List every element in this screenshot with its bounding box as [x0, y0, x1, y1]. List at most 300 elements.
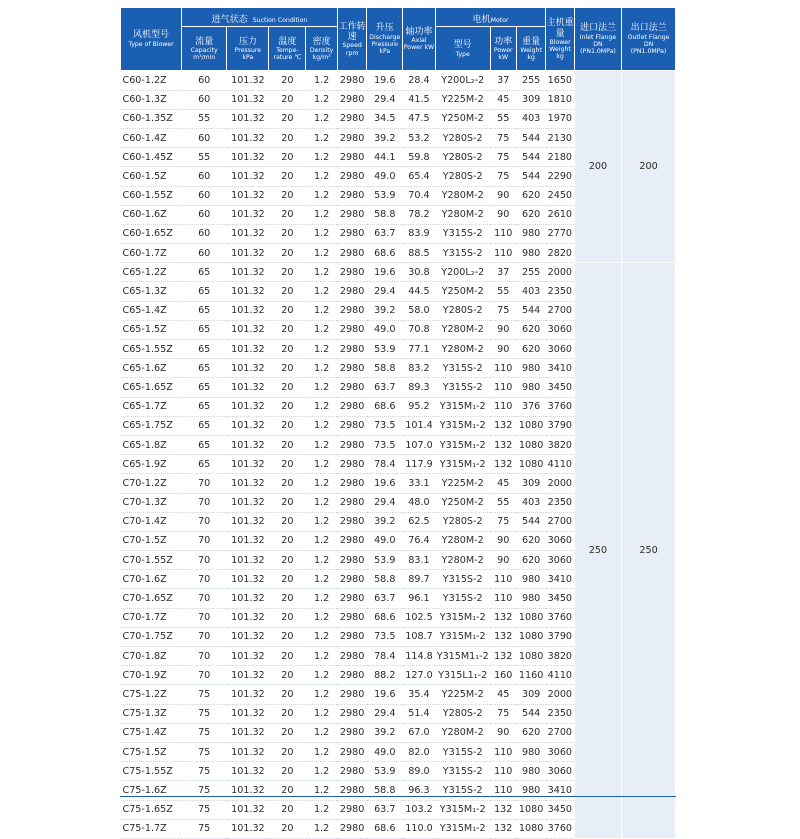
cell-speed: 2980 [337, 186, 366, 205]
cell-shaft-power: 101.4 [403, 416, 436, 435]
cell-discharge: 68.6 [367, 608, 403, 627]
cell-speed: 2980 [337, 647, 366, 666]
cell-flow: 65 [182, 435, 227, 454]
header-suction-cn: 进气状态 [211, 15, 248, 25]
cell-model: C60-1.2Z [121, 71, 182, 90]
cell-motor-type: Y315M₁-2 [435, 416, 490, 435]
cell-model: C60-1.55Z [121, 186, 182, 205]
cell-model: C75-1.4Z [121, 723, 182, 742]
cell-motor-type: Y280M-2 [435, 340, 490, 359]
cell-main-weight: 2350 [546, 493, 574, 512]
cell-motor-power: 90 [490, 551, 516, 570]
cell-motor-type: Y280S-2 [435, 704, 490, 723]
cell-motor-power: 75 [490, 148, 516, 167]
cell-speed: 2980 [337, 128, 366, 147]
cell-temperature: 20 [269, 416, 306, 435]
cell-motor-type: Y315M₁-2 [435, 435, 490, 454]
cell-motor-weight: 255 [516, 263, 546, 282]
cell-speed: 2980 [337, 397, 366, 416]
cell-flow: 65 [182, 263, 227, 282]
cell-temperature: 20 [269, 570, 306, 589]
cell-discharge: 68.6 [367, 244, 403, 263]
cell-speed: 2980 [337, 800, 366, 819]
cell-main-weight: 2700 [546, 301, 574, 320]
header-flow-en2: m³/min [193, 54, 216, 62]
cell-motor-type: Y315M₁-2 [435, 819, 490, 838]
cell-motor-power: 55 [490, 282, 516, 301]
header-shaft-power-en2: Power kW [403, 44, 435, 52]
header-speed-en: Speed rpm [342, 42, 362, 57]
cell-main-weight: 2000 [546, 474, 574, 493]
cell-motor-type: Y315S-2 [435, 224, 490, 243]
cell-flow: 65 [182, 340, 227, 359]
cell-motor-power: 110 [490, 781, 516, 800]
cell-temperature: 20 [269, 90, 306, 109]
cell-motor-weight: 1080 [516, 819, 546, 838]
cell-model: C75-1.3Z [121, 704, 182, 723]
cell-density: 1.2 [306, 340, 338, 359]
header-motor-weight [516, 27, 546, 71]
cell-speed: 2980 [337, 71, 366, 90]
cell-motor-weight: 1080 [516, 800, 546, 819]
cell-pressure: 101.32 [227, 186, 269, 205]
cell-flow: 70 [182, 493, 227, 512]
cell-motor-power: 90 [490, 723, 516, 742]
cell-motor-type: Y250M-2 [435, 109, 490, 128]
cell-speed: 2980 [337, 781, 366, 800]
cell-temperature: 20 [269, 435, 306, 454]
cell-pressure: 101.32 [227, 704, 269, 723]
cell-main-weight: 2290 [546, 167, 574, 186]
cell-model: C70-1.6Z [121, 570, 182, 589]
cell-main-weight: 2000 [546, 685, 574, 704]
blower-spec-table [120, 7, 676, 839]
cell-temperature: 20 [269, 282, 306, 301]
cell-pressure: 101.32 [227, 800, 269, 819]
cell-density: 1.2 [306, 435, 338, 454]
cell-pressure: 101.32 [227, 455, 269, 474]
table-body [121, 71, 676, 839]
cell-motor-power: 110 [490, 378, 516, 397]
cell-model: C60-1.3Z [121, 90, 182, 109]
cell-density: 1.2 [306, 397, 338, 416]
cell-speed: 2980 [337, 263, 366, 282]
header-density-en1: Density [309, 46, 334, 54]
cell-shaft-power: 30.8 [403, 263, 436, 282]
cell-pressure: 101.32 [227, 685, 269, 704]
cell-main-weight: 3060 [546, 762, 574, 781]
cell-speed: 2980 [337, 301, 366, 320]
cell-density: 1.2 [306, 90, 338, 109]
cell-motor-power: 75 [490, 301, 516, 320]
cell-pressure: 101.32 [227, 282, 269, 301]
cell-model: C60-1.7Z [121, 244, 182, 263]
cell-model: C70-1.8Z [121, 647, 182, 666]
cell-motor-power: 75 [490, 167, 516, 186]
cell-motor-power: 110 [490, 359, 516, 378]
cell-motor-power: 132 [490, 435, 516, 454]
cell-shaft-power: 83.2 [403, 359, 436, 378]
cell-motor-type: Y280M-2 [435, 551, 490, 570]
cell-discharge: 58.8 [367, 359, 403, 378]
cell-shaft-power: 70.8 [403, 320, 436, 339]
cell-speed: 2980 [337, 244, 366, 263]
table-row [121, 71, 676, 90]
cell-motor-type: Y250M-2 [435, 493, 490, 512]
cell-main-weight: 2350 [546, 704, 574, 723]
cell-temperature: 20 [269, 800, 306, 819]
header-motor-power-en2: kW [498, 54, 509, 62]
cell-pressure: 101.32 [227, 416, 269, 435]
cell-speed: 2980 [337, 704, 366, 723]
cell-discharge: 49.0 [367, 531, 403, 550]
cell-shaft-power: 117.9 [403, 455, 436, 474]
cell-flow: 75 [182, 685, 227, 704]
cell-main-weight: 2000 [546, 263, 574, 282]
cell-pressure: 101.32 [227, 512, 269, 531]
cell-shaft-power: 48.0 [403, 493, 436, 512]
cell-discharge: 78.4 [367, 455, 403, 474]
cell-motor-power: 37 [490, 71, 516, 90]
cell-shaft-power: 88.5 [403, 244, 436, 263]
cell-main-weight: 3820 [546, 647, 574, 666]
header-main-weight-cn: 主机重量 [546, 18, 574, 39]
header-speed [337, 8, 366, 71]
cell-temperature: 20 [269, 512, 306, 531]
cell-motor-weight: 544 [516, 301, 546, 320]
header-pressure-en1: Pressure [234, 46, 262, 54]
cell-main-weight: 3760 [546, 819, 574, 838]
cell-shaft-power: 103.2 [403, 800, 436, 819]
cell-pressure: 101.32 [227, 263, 269, 282]
cell-model: C65-1.6Z [121, 359, 182, 378]
header-motor-weight-en2: kg [527, 54, 535, 62]
cell-motor-power: 90 [490, 340, 516, 359]
cell-pressure: 101.32 [227, 723, 269, 742]
cell-motor-type: Y280S-2 [435, 167, 490, 186]
cell-shaft-power: 47.5 [403, 109, 436, 128]
header-shaft-power-en1: Axial [411, 37, 427, 45]
cell-pressure: 101.32 [227, 666, 269, 685]
cell-motor-type: Y315M₁-2 [435, 627, 490, 646]
header-density [306, 27, 338, 71]
cell-speed: 2980 [337, 167, 366, 186]
cell-pressure: 101.32 [227, 781, 269, 800]
header-temperature [269, 27, 306, 71]
cell-speed: 2980 [337, 742, 366, 761]
cell-density: 1.2 [306, 819, 338, 838]
cell-motor-power: 132 [490, 800, 516, 819]
cell-motor-weight: 403 [516, 493, 546, 512]
cell-temperature: 20 [269, 781, 306, 800]
cell-flow: 60 [182, 71, 227, 90]
cell-pressure: 101.32 [227, 90, 269, 109]
cell-discharge: 63.7 [367, 800, 403, 819]
cell-main-weight: 3060 [546, 742, 574, 761]
header-outlet-en2: DN [643, 40, 654, 48]
cell-density: 1.2 [306, 167, 338, 186]
cell-discharge: 63.7 [367, 224, 403, 243]
cell-model: C70-1.65Z [121, 589, 182, 608]
cell-shaft-power: 78.2 [403, 205, 436, 224]
cell-speed: 2980 [337, 416, 366, 435]
cell-pressure: 101.32 [227, 589, 269, 608]
cell-model: C70-1.5Z [121, 531, 182, 550]
cell-discharge: 39.2 [367, 723, 403, 742]
cell-discharge: 53.9 [367, 186, 403, 205]
cell-density: 1.2 [306, 263, 338, 282]
table-row [121, 263, 676, 282]
cell-motor-type: Y315M₁-2 [435, 608, 490, 627]
cell-flow: 60 [182, 186, 227, 205]
cell-main-weight: 3060 [546, 551, 574, 570]
cell-pressure: 101.32 [227, 378, 269, 397]
cell-motor-power: 110 [490, 589, 516, 608]
cell-motor-power: 45 [490, 90, 516, 109]
header-outlet-en1: Outlet Flange [627, 33, 670, 41]
cell-main-weight: 3790 [546, 627, 574, 646]
cell-model: C70-1.7Z [121, 608, 182, 627]
cell-speed: 2980 [337, 109, 366, 128]
header-density-en2: kg/m³ [312, 54, 331, 62]
header-suction-en: Suction Condition [252, 17, 308, 24]
cell-density: 1.2 [306, 378, 338, 397]
cell-density: 1.2 [306, 647, 338, 666]
cell-motor-power: 110 [490, 244, 516, 263]
cell-motor-type: Y315S-2 [435, 781, 490, 800]
cell-density: 1.2 [306, 570, 338, 589]
cell-speed: 2980 [337, 90, 366, 109]
header-main-weight-en2: Weight kg [549, 45, 571, 61]
cell-speed: 2980 [337, 378, 366, 397]
cell-motor-type: Y225M-2 [435, 685, 490, 704]
cell-shaft-power: 127.0 [403, 666, 436, 685]
cell-shaft-power: 67.0 [403, 723, 436, 742]
cell-speed: 2980 [337, 666, 366, 685]
cell-discharge: 49.0 [367, 320, 403, 339]
cell-motor-weight: 980 [516, 742, 546, 761]
cell-shaft-power: 51.4 [403, 704, 436, 723]
cell-temperature: 20 [269, 148, 306, 167]
cell-motor-weight: 620 [516, 723, 546, 742]
cell-pressure: 101.32 [227, 397, 269, 416]
cell-motor-weight: 980 [516, 589, 546, 608]
cell-motor-type: Y315M₁-2 [435, 455, 490, 474]
cell-density: 1.2 [306, 723, 338, 742]
cell-shaft-power: 28.4 [403, 71, 436, 90]
cell-shaft-power: 35.4 [403, 685, 436, 704]
cell-main-weight: 2610 [546, 205, 574, 224]
cell-motor-weight: 544 [516, 167, 546, 186]
cell-model: C65-1.75Z [121, 416, 182, 435]
cell-model: C70-1.9Z [121, 666, 182, 685]
cell-speed: 2980 [337, 205, 366, 224]
cell-density: 1.2 [306, 301, 338, 320]
cell-speed: 2980 [337, 627, 366, 646]
header-model-en: Type of Blower [128, 40, 174, 48]
cell-model: C65-1.8Z [121, 435, 182, 454]
header-temperature-cn: 温度 [278, 36, 297, 47]
cell-pressure: 101.32 [227, 320, 269, 339]
cell-flow: 75 [182, 762, 227, 781]
cell-pressure: 101.32 [227, 435, 269, 454]
cell-motor-weight: 620 [516, 340, 546, 359]
cell-main-weight: 3760 [546, 397, 574, 416]
cell-motor-power: 55 [490, 109, 516, 128]
cell-model: C75-1.65Z [121, 800, 182, 819]
cell-motor-weight: 1080 [516, 647, 546, 666]
header-motor-power-en1: Power [493, 46, 513, 54]
cell-shaft-power: 89.7 [403, 570, 436, 589]
cell-motor-power: 132 [490, 416, 516, 435]
cell-shaft-power: 59.8 [403, 148, 436, 167]
cell-shaft-power: 114.8 [403, 647, 436, 666]
cell-discharge: 49.0 [367, 742, 403, 761]
header-motor-type-cn: 型号 [453, 40, 472, 51]
header-pressure-en2: kPa [242, 54, 254, 62]
cell-main-weight: 3760 [546, 608, 574, 627]
cell-discharge: 29.4 [367, 90, 403, 109]
cell-temperature: 20 [269, 608, 306, 627]
cell-density: 1.2 [306, 474, 338, 493]
cell-main-weight: 3410 [546, 781, 574, 800]
cell-density: 1.2 [306, 455, 338, 474]
cell-discharge: 34.5 [367, 109, 403, 128]
cell-main-weight: 3450 [546, 800, 574, 819]
cell-temperature: 20 [269, 340, 306, 359]
cell-temperature: 20 [269, 493, 306, 512]
cell-motor-weight: 544 [516, 128, 546, 147]
header-outlet-flange [622, 8, 676, 71]
header-discharge [367, 8, 403, 71]
cell-flow: 65 [182, 359, 227, 378]
cell-main-weight: 2770 [546, 224, 574, 243]
header-inlet-flange [574, 8, 621, 71]
cell-model: C70-1.2Z [121, 474, 182, 493]
header-flow-en1: Capacity [190, 46, 218, 54]
cell-motor-weight: 620 [516, 186, 546, 205]
cell-motor-weight: 1080 [516, 627, 546, 646]
cell-discharge: 73.5 [367, 435, 403, 454]
cell-motor-weight: 1160 [516, 666, 546, 685]
cell-motor-type: Y280S-2 [435, 512, 490, 531]
cell-flow: 70 [182, 551, 227, 570]
cell-motor-type: Y315S-2 [435, 762, 490, 781]
header-pressure-cn: 压力 [238, 36, 257, 47]
cell-density: 1.2 [306, 531, 338, 550]
cell-shaft-power: 53.2 [403, 128, 436, 147]
cell-model: C75-1.5Z [121, 742, 182, 761]
cell-model: C65-1.55Z [121, 340, 182, 359]
cell-shaft-power: 70.4 [403, 186, 436, 205]
cell-speed: 2980 [337, 570, 366, 589]
cell-shaft-power: 33.1 [403, 474, 436, 493]
header-motor-power-cn: 功率 [494, 36, 513, 47]
header-discharge-en2: Pressure kPa [371, 40, 398, 55]
cell-speed: 2980 [337, 435, 366, 454]
cell-speed: 2980 [337, 148, 366, 167]
cell-motor-type: Y280M-2 [435, 531, 490, 550]
cell-flow: 70 [182, 647, 227, 666]
cell-model: C75-1.2Z [121, 685, 182, 704]
header-motor-en: Motor [490, 17, 509, 24]
cell-main-weight: 1810 [546, 90, 574, 109]
cell-discharge: 19.6 [367, 263, 403, 282]
cell-motor-type: Y280M-2 [435, 205, 490, 224]
cell-shaft-power: 44.5 [403, 282, 436, 301]
header-inlet-en1: Inlet Flange [579, 33, 617, 41]
cell-motor-weight: 1080 [516, 455, 546, 474]
cell-flow: 65 [182, 378, 227, 397]
cell-shaft-power: 108.7 [403, 627, 436, 646]
cell-discharge: 39.2 [367, 301, 403, 320]
cell-density: 1.2 [306, 666, 338, 685]
cell-motor-power: 110 [490, 742, 516, 761]
cell-density: 1.2 [306, 205, 338, 224]
cell-flow: 65 [182, 397, 227, 416]
cell-motor-weight: 544 [516, 512, 546, 531]
cell-motor-power: 110 [490, 224, 516, 243]
cell-density: 1.2 [306, 224, 338, 243]
cell-motor-power: 132 [490, 647, 516, 666]
header-flow-cn: 流量 [195, 36, 214, 47]
cell-pressure: 101.32 [227, 474, 269, 493]
cell-temperature: 20 [269, 359, 306, 378]
cell-motor-power: 160 [490, 666, 516, 685]
cell-model: C65-1.9Z [121, 455, 182, 474]
cell-motor-weight: 309 [516, 474, 546, 493]
cell-discharge: 58.8 [367, 781, 403, 800]
cell-discharge: 19.6 [367, 474, 403, 493]
header-model-cn: 风机型号 [133, 30, 170, 41]
cell-shaft-power: 82.0 [403, 742, 436, 761]
cell-discharge: 73.5 [367, 627, 403, 646]
cell-temperature: 20 [269, 301, 306, 320]
cell-temperature: 20 [269, 589, 306, 608]
cell-motor-type: Y315S-2 [435, 359, 490, 378]
cell-flow: 70 [182, 474, 227, 493]
header-shaft-power [403, 8, 436, 71]
cell-motor-type: Y280S-2 [435, 301, 490, 320]
cell-discharge: 58.8 [367, 205, 403, 224]
cell-motor-type: Y315S-2 [435, 742, 490, 761]
cell-model: C65-1.4Z [121, 301, 182, 320]
cell-pressure: 101.32 [227, 627, 269, 646]
cell-density: 1.2 [306, 608, 338, 627]
cell-pressure: 101.32 [227, 819, 269, 838]
header-model [121, 8, 182, 71]
cell-flow: 70 [182, 627, 227, 646]
cell-motor-weight: 980 [516, 224, 546, 243]
cell-main-weight: 3450 [546, 589, 574, 608]
header-motor-type-en: Type [455, 50, 470, 58]
cell-motor-weight: 620 [516, 205, 546, 224]
cell-main-weight: 3410 [546, 570, 574, 589]
cell-motor-type: Y200L₂-2 [435, 71, 490, 90]
cell-motor-type: Y315S-2 [435, 570, 490, 589]
cell-speed: 2980 [337, 551, 366, 570]
cell-pressure: 101.32 [227, 493, 269, 512]
cell-main-weight: 2700 [546, 723, 574, 742]
cell-model: C60-1.35Z [121, 109, 182, 128]
cell-pressure: 101.32 [227, 205, 269, 224]
cell-discharge: 63.7 [367, 378, 403, 397]
cell-speed: 2980 [337, 762, 366, 781]
header-motor-type [435, 27, 490, 71]
cell-main-weight: 2130 [546, 128, 574, 147]
header-motor-cn: 电机 [472, 15, 491, 25]
cell-motor-weight: 980 [516, 762, 546, 781]
